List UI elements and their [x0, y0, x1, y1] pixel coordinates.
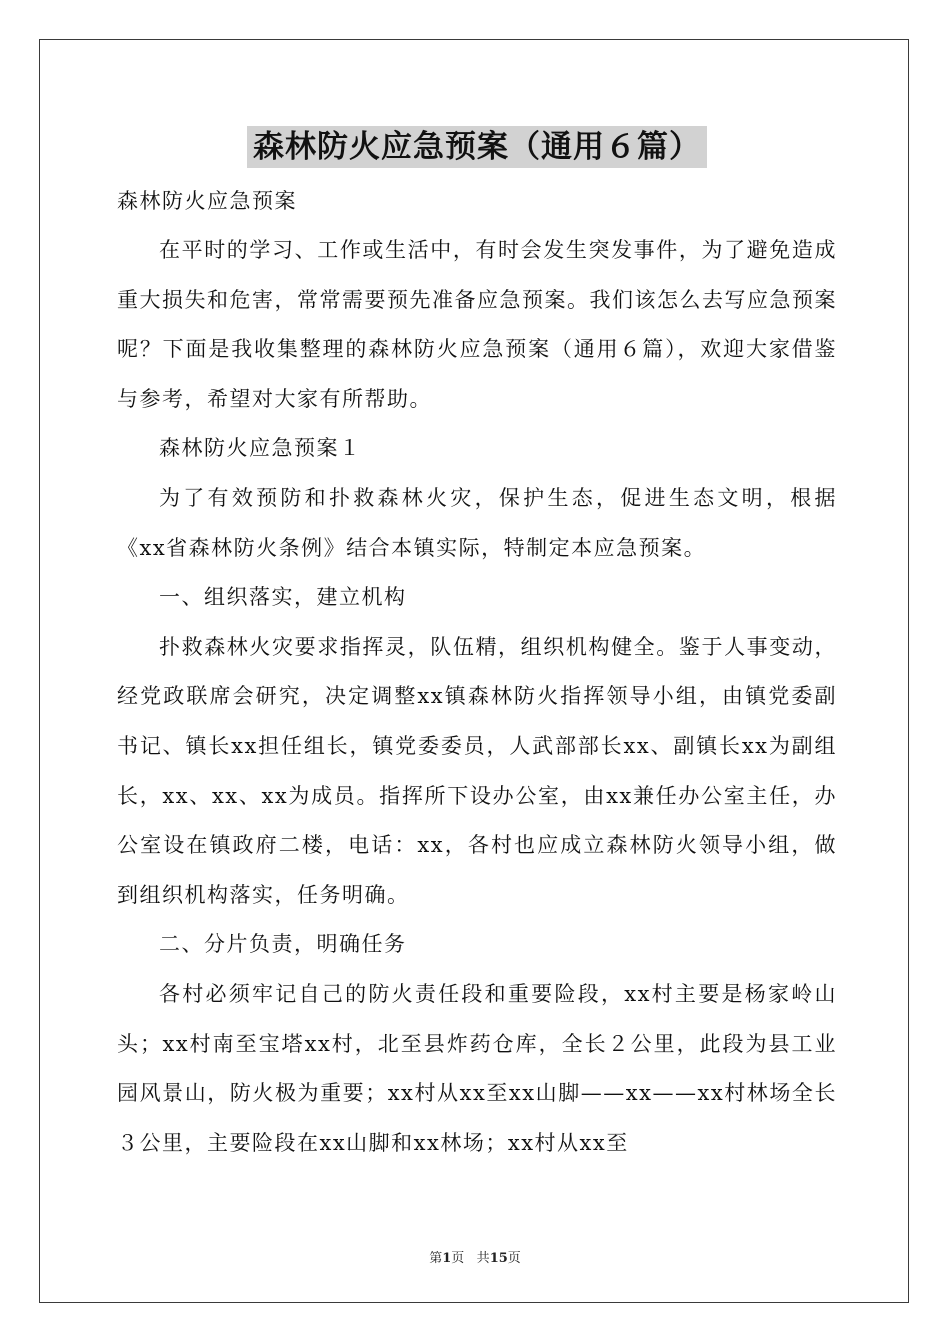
paragraph-purpose: 为了有效预防和扑救森林火灾，保护生态，促进生态文明，根据《xx省森林防火条例》结合本镇实际，特制定本应急预案。 [117, 485, 837, 560]
footer-total-pages: 15 [489, 1251, 508, 1266]
footer-total-suffix: 页 [507, 1251, 521, 1266]
section-heading-organization: 一、组织落实，建立机构 [159, 585, 407, 610]
paragraph-responsibility: 各村必须牢记自己的防火责任段和重要险段，xx村主要是杨家岭山头；xx村南至宝塔xx村，北至县炸药仓库，全长２公里，此段为县工业园风景山，防火极为重要；xx村从xx至xx山脚——xx——xx村林场全长３公里，主要险段在xx山脚和xx林场；xx村从xx至 [117, 981, 837, 1155]
document-subtitle: 森林防火应急预案 [117, 189, 297, 213]
document-body [117, 126, 837, 1168]
paragraph-organization: 扑救森林火灾要求指挥灵，队伍精，组织机构健全。鉴于人事变动，经党政联席会研究，决定调整xx镇森林防火指挥领导小组，由镇党委副书记、镇长xx担任组长，镇党委委员，人武部部长xx、副镇长xx为副组长，xx、xx、xx为成员。指挥所下设办公室，由xx兼任办公室主任，办公室设在镇政府二楼，电话：xx，各村也应成立森林防火领导小组，做到组织机构落实，任务明确。 [117, 634, 837, 907]
title-wrap [117, 126, 837, 172]
paragraph-intro: 在平时的学习、工作或生活中，有时会发生突发事件，为了避免造成重大损失和危害，常常需要预先准备应急预案。我们该怎么去写应急预案呢？下面是我收集整理的森林防火应急预案（通用６篇），欢迎大家借鉴与参考，希望对大家有所帮助。 [117, 238, 837, 411]
footer-page-prefix: 第 [429, 1251, 443, 1266]
document-title: 森林防火应急预案（通用６篇） [247, 126, 707, 168]
section-heading-plan-1: 森林防火应急预案１ [159, 436, 362, 461]
footer-page-suffix: 页 [451, 1251, 465, 1266]
section-heading-responsibility: 二、分片负责，明确任务 [159, 932, 407, 957]
footer-total-prefix: 共 [476, 1251, 490, 1266]
page-footer [0, 1247, 950, 1266]
footer-page-number: 1 [442, 1251, 452, 1266]
